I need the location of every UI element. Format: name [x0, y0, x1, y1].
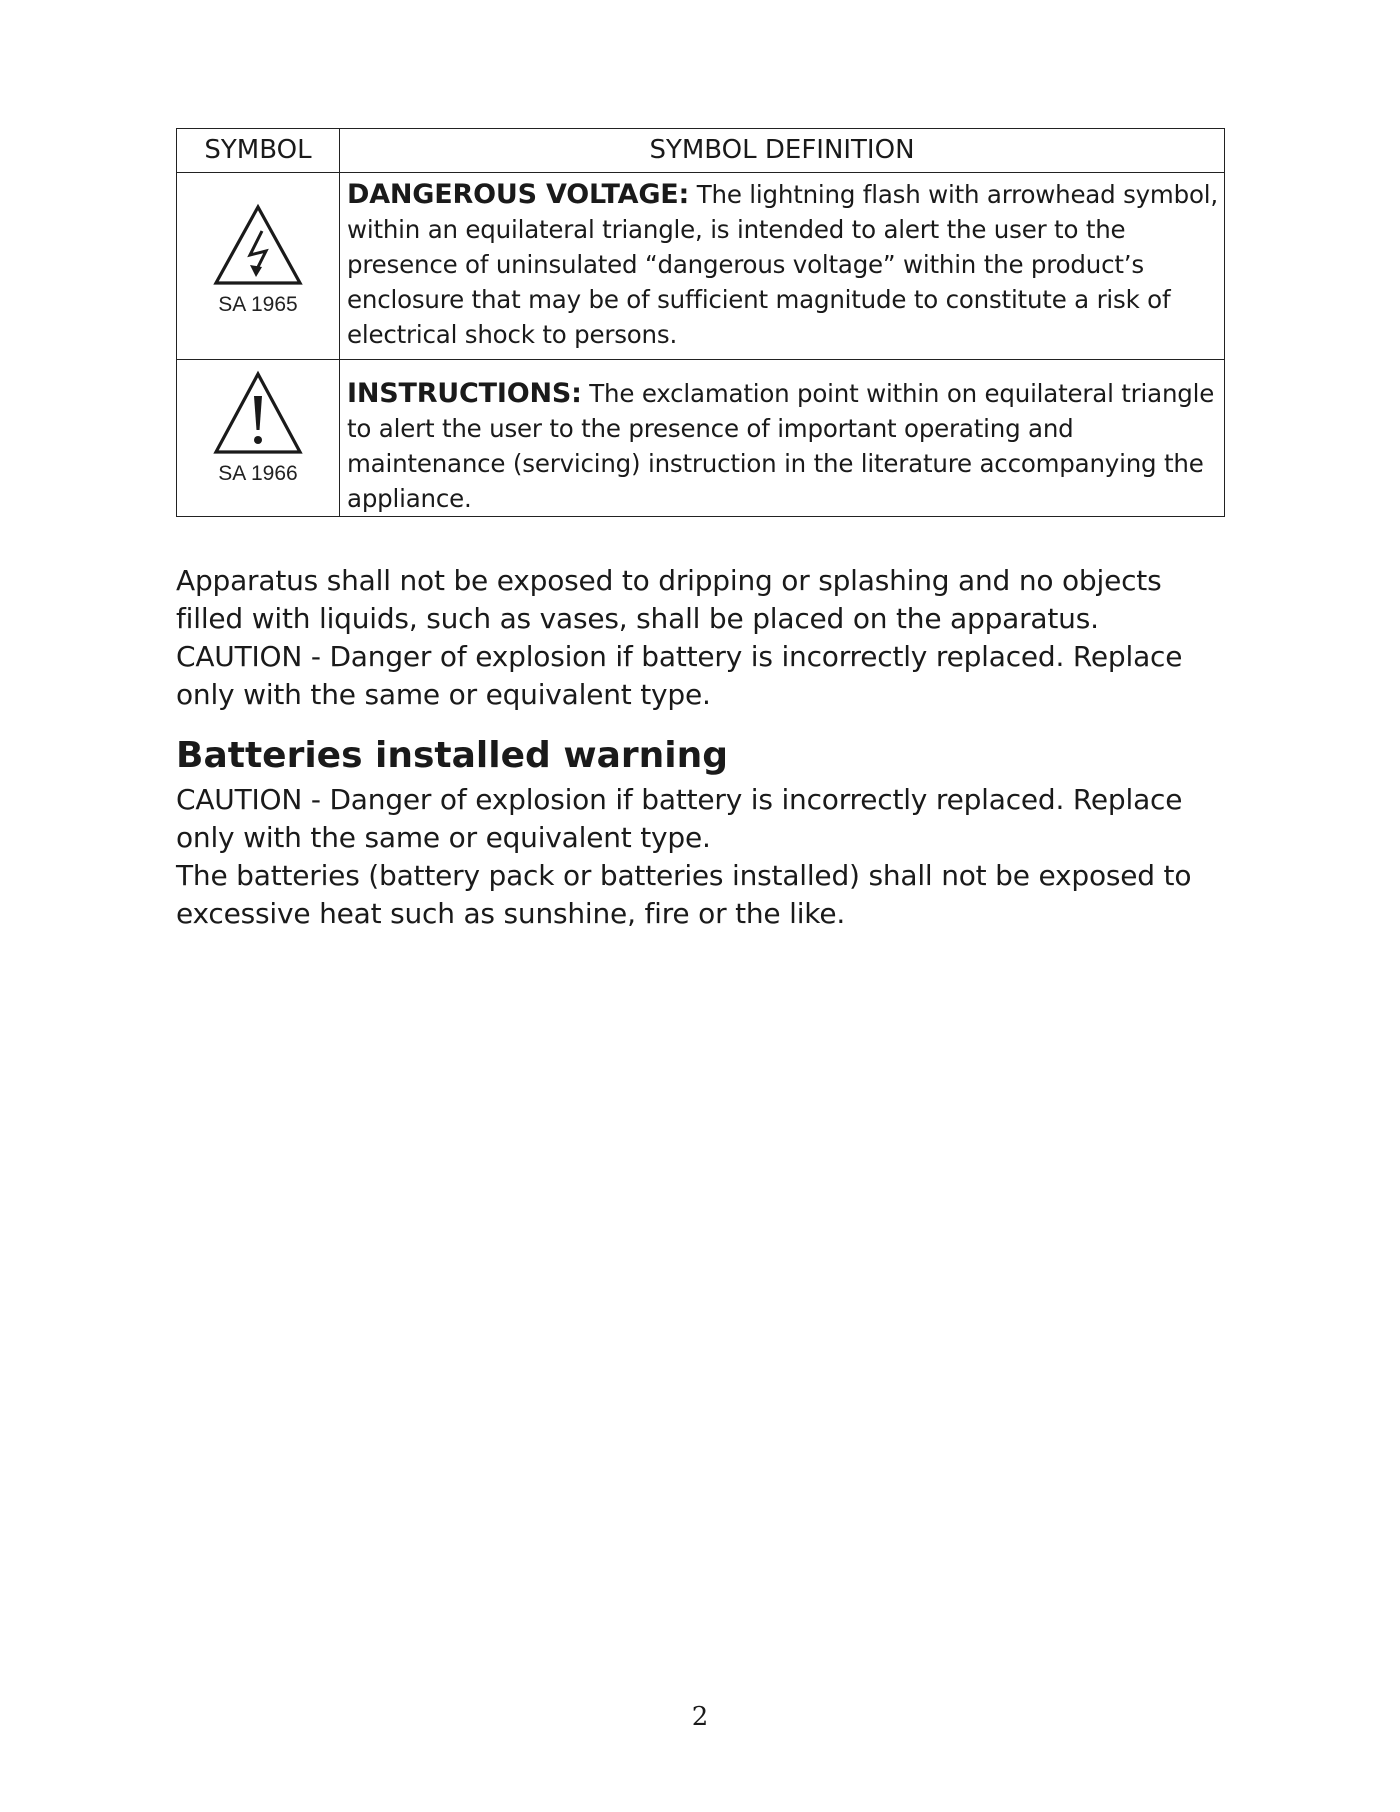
- paragraph: CAUTION - Danger of explosion if battery is incorrectly replaced. Replace only with the same or equivalent type.: [176, 640, 1183, 711]
- batteries-warning: [176, 781, 1236, 933]
- lightning-triangle-icon: [212, 203, 304, 287]
- definition-term: DANGEROUS VOLTAGE:: [347, 179, 690, 210]
- symbol-code: SA 1965: [218, 293, 298, 316]
- symbol-code: SA 1966: [218, 462, 298, 485]
- definition-text: The lightning flash with arrowhead symbol, within an equilateral triangle, is intended to alert the user to the presence of uninsulated “dangerous voltage” within the product’s enclosure that may be of sufficient magnitude to constitute a risk of electrical shock to persons.: [347, 180, 1218, 349]
- definition-column-header: SYMBOL DEFINITION: [340, 129, 1225, 173]
- section-heading: Batteries installed warning: [176, 735, 729, 776]
- symbol-cell: [177, 173, 340, 360]
- page-number: 2: [691, 1702, 709, 1732]
- definition-cell: [340, 360, 1225, 517]
- definition-term: INSTRUCTIONS:: [347, 378, 582, 409]
- table-row: [177, 173, 1225, 360]
- paragraph: CAUTION - Danger of explosion if battery is incorrectly replaced. Replace only with the same or equivalent type.: [176, 783, 1183, 854]
- definition-cell: [340, 173, 1225, 360]
- symbol-column-header: SYMBOL: [177, 129, 340, 173]
- table-header-row: [177, 129, 1225, 173]
- exclamation-triangle-icon: [212, 370, 304, 456]
- symbol-table: [176, 128, 1225, 517]
- safety-notice: [176, 562, 1236, 714]
- paragraph: Apparatus shall not be exposed to dripping or splashing and no objects filled with liquids, such as vases, shall be placed on the apparatus.: [176, 564, 1162, 635]
- paragraph: The batteries (battery pack or batteries installed) shall not be exposed to excessive heat such as sunshine, fire or the like.: [176, 859, 1192, 930]
- symbol-cell: [177, 360, 340, 517]
- table-row: [177, 360, 1225, 517]
- definition-text: The exclamation point within on equilateral triangle to alert the user to the presence of important operating and maintenance (servicing) instruction in the literature accompanying the appliance.: [347, 379, 1215, 513]
